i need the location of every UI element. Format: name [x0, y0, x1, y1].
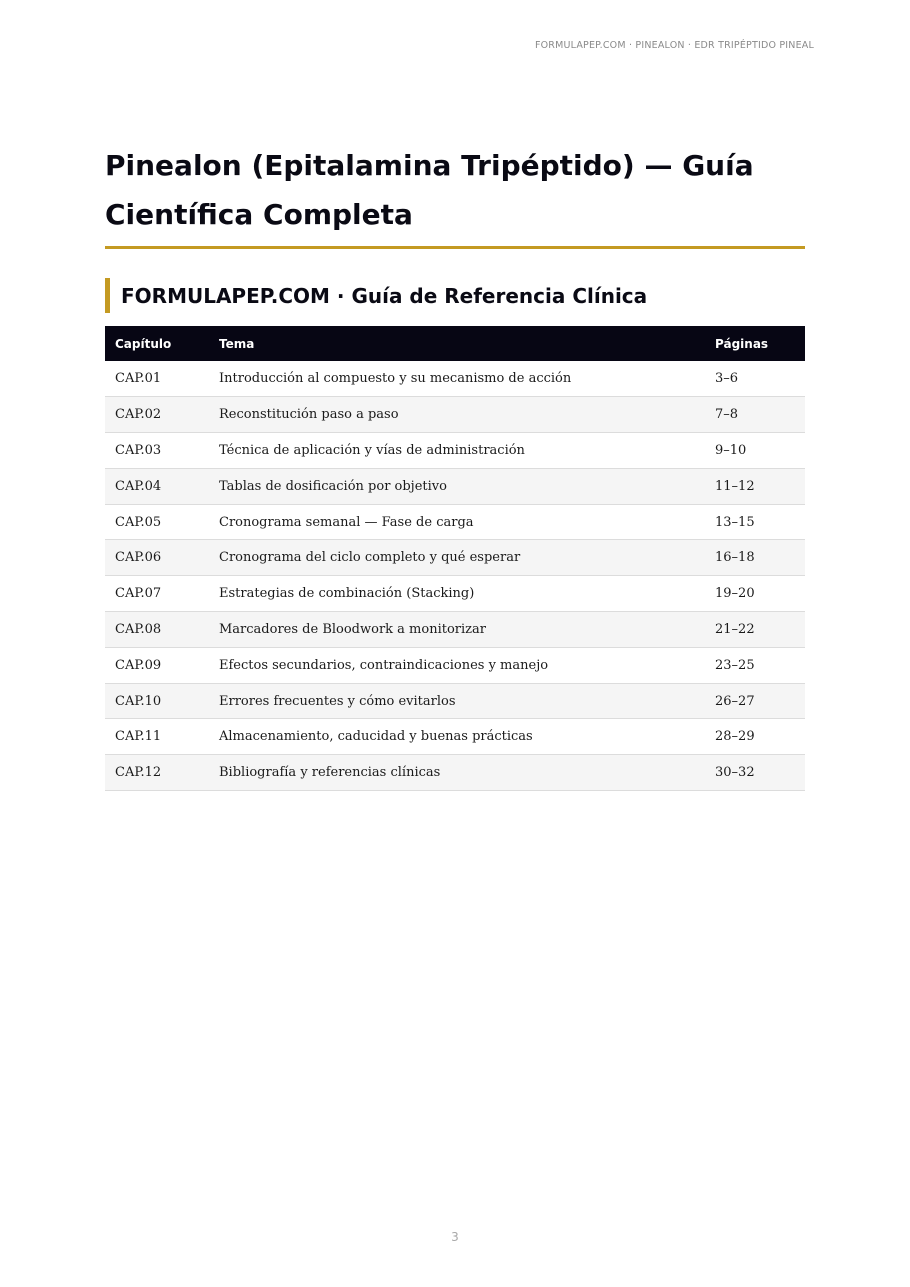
page-number: 3 — [451, 1230, 459, 1244]
cell-pages: 7–8 — [705, 397, 805, 433]
title-divider — [105, 246, 805, 249]
cell-chapter: CAP.08 — [105, 612, 209, 648]
table-row — [105, 612, 805, 648]
table-row — [105, 683, 805, 719]
cell-pages: 28–29 — [705, 719, 805, 755]
cell-chapter: CAP.10 — [105, 683, 209, 719]
cell-chapter: CAP.11 — [105, 719, 209, 755]
cell-chapter: CAP.03 — [105, 433, 209, 469]
cell-pages: 3–6 — [705, 361, 805, 397]
cell-pages: 21–22 — [705, 612, 805, 648]
cell-chapter: CAP.04 — [105, 468, 209, 504]
column-header-pages: Páginas — [705, 326, 805, 361]
table-row — [105, 468, 805, 504]
page-title: Pinealon (Epitalamina Tripéptido) — Guía Científica Completa — [105, 149, 754, 231]
section-heading — [105, 278, 647, 313]
table-body — [105, 361, 805, 791]
section-accent-bar — [105, 278, 110, 313]
table-row — [105, 540, 805, 576]
table-row — [105, 576, 805, 612]
column-header-chapter: Capítulo — [105, 326, 209, 361]
table-header-row — [105, 326, 805, 361]
cell-chapter: CAP.02 — [105, 397, 209, 433]
table-row — [105, 397, 805, 433]
cell-chapter: CAP.01 — [105, 361, 209, 397]
table-row — [105, 361, 805, 397]
cell-topic: Cronograma del ciclo completo y qué esperar — [209, 540, 705, 576]
cell-pages: 19–20 — [705, 576, 805, 612]
cell-pages: 26–27 — [705, 683, 805, 719]
cell-topic: Almacenamiento, caducidad y buenas prácticas — [209, 719, 705, 755]
running-header: FORMULAPEP.COM · PINEALON · EDR TRIPÉPTIDO PINEAL — [534, 40, 814, 51]
cell-chapter: CAP.06 — [105, 540, 209, 576]
cell-pages: 16–18 — [705, 540, 805, 576]
table-row — [105, 719, 805, 755]
cell-topic: Errores frecuentes y cómo evitarlos — [209, 683, 705, 719]
table-row — [105, 504, 805, 540]
cell-topic: Tablas de dosificación por objetivo — [209, 468, 705, 504]
table-row — [105, 755, 805, 791]
table-row — [105, 433, 805, 469]
cell-pages: 9–10 — [705, 433, 805, 469]
table-of-contents — [105, 326, 805, 791]
column-header-topic: Tema — [209, 326, 705, 361]
cell-topic: Marcadores de Bloodwork a monitorizar — [209, 612, 705, 648]
cell-topic: Cronograma semanal — Fase de carga — [209, 504, 705, 540]
cell-topic: Estrategias de combinación (Stacking) — [209, 576, 705, 612]
cell-pages: 30–32 — [705, 755, 805, 791]
cell-chapter: CAP.09 — [105, 647, 209, 683]
cell-topic: Introducción al compuesto y su mecanismo de acción — [209, 361, 705, 397]
cell-topic: Técnica de aplicación y vías de administración — [209, 433, 705, 469]
cell-chapter: CAP.12 — [105, 755, 209, 791]
section-heading-text: FORMULAPEP.COM · Guía de Referencia Clínica — [121, 283, 648, 308]
cell-topic: Reconstitución paso a paso — [209, 397, 705, 433]
cell-topic: Efectos secundarios, contraindicaciones y manejo — [209, 647, 705, 683]
cell-pages: 23–25 — [705, 647, 805, 683]
cell-chapter: CAP.05 — [105, 504, 209, 540]
table-row — [105, 647, 805, 683]
cell-topic: Bibliografía y referencias clínicas — [209, 755, 705, 791]
cell-pages: 11–12 — [705, 468, 805, 504]
cell-chapter: CAP.07 — [105, 576, 209, 612]
cell-pages: 13–15 — [705, 504, 805, 540]
